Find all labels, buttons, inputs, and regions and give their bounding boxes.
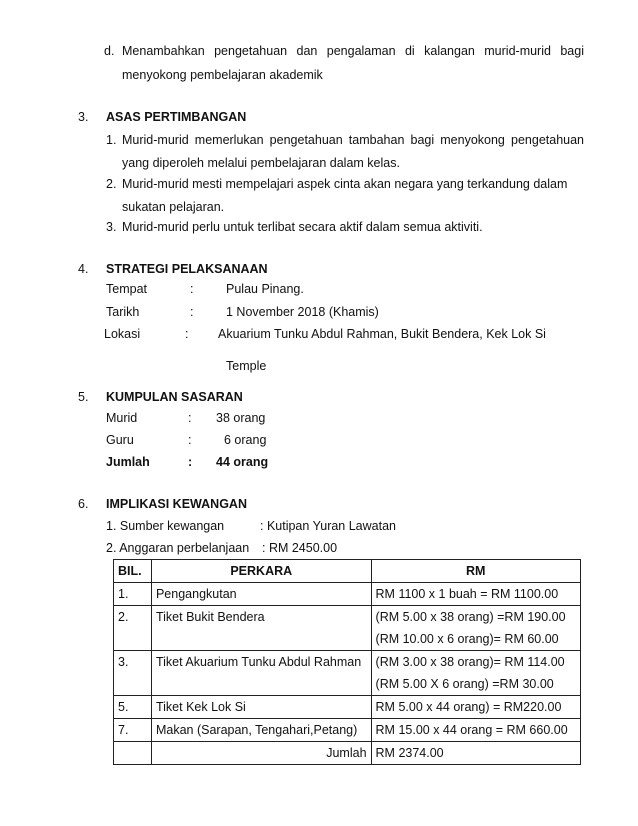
cell-rm-line: (RM 10.00 x 6 orang)= RM 60.00	[375, 632, 559, 646]
cell-rm-line: (RM 5.00 x 38 orang) =RM 190.00	[375, 610, 566, 624]
cell-empty	[114, 742, 152, 765]
section4-number: 4.	[78, 262, 89, 276]
budget-table	[113, 559, 581, 765]
cell-perkara: Makan (Sarapan, Tengahari,Petang)	[151, 719, 371, 742]
item-d-line1: Menambahkan pengetahuan dan pengalaman di kalangan murid-murid bagi	[122, 44, 584, 58]
cell-perkara: Pengangkutan	[151, 583, 371, 606]
s4-tarikh-value: 1 November 2018 (Khamis)	[226, 305, 379, 319]
table-row	[114, 606, 581, 651]
s3-item2-marker: 2.	[106, 177, 117, 191]
s5-jumlah-value: 44 orang	[216, 455, 269, 469]
table-row	[114, 719, 581, 742]
s6-budget-label: 2. Anggaran perbelanjaan	[106, 541, 250, 555]
table-row	[114, 651, 581, 696]
header-bil: BIL.	[114, 560, 152, 583]
s6-budget-value: : RM 2450.00	[262, 541, 338, 555]
s4-tempat-colon: :	[190, 282, 194, 296]
section6-number: 6.	[78, 497, 89, 511]
cell-perkara: Tiket Kek Lok Si	[151, 696, 371, 719]
s4-lokasi-label: Lokasi	[104, 327, 141, 341]
section5-title: KUMPULAN SASARAN	[106, 390, 243, 404]
cell-rm	[371, 651, 580, 696]
s4-lokasi-value: Akuarium Tunku Abdul Rahman, Bukit Bendera, Kek Lok Si	[218, 327, 546, 341]
cell-perkara: Tiket Bukit Bendera	[151, 606, 371, 651]
item-d-line2: menyokong pembelajaran akademik	[122, 68, 323, 82]
s6-source-label: 1. Sumber kewangan	[106, 519, 225, 533]
s3-item1-line2: yang diperoleh melalui pembelajaran dalam kelas.	[122, 156, 400, 170]
cell-bil: 5.	[114, 696, 152, 719]
item-d-marker: d.	[104, 44, 115, 58]
table-header-row	[114, 560, 581, 583]
cell-bil: 7.	[114, 719, 152, 742]
cell-rm-line: (RM 3.00 x 38 orang)= RM 114.00	[375, 655, 565, 669]
cell-rm: RM 5.00 x 44 orang) = RM220.00	[371, 696, 580, 719]
s3-item1-marker: 1.	[106, 133, 117, 147]
table-total-row	[114, 742, 581, 765]
s4-tempat-value: Pulau Pinang.	[226, 282, 304, 296]
s5-guru-colon: :	[188, 433, 192, 447]
s3-item2-line1: Murid-murid mesti mempelajari aspek cinta akan negara yang terkandung dalam	[122, 177, 568, 191]
s4-tempat-label: Tempat	[106, 282, 147, 296]
header-perkara: PERKARA	[151, 560, 371, 583]
section6-title: IMPLIKASI KEWANGAN	[106, 497, 247, 511]
cell-bil: 1.	[114, 583, 152, 606]
s5-guru-value: 6 orang	[224, 433, 267, 447]
s5-murid-label: Murid	[106, 411, 138, 425]
s5-murid-value: 38 orang	[216, 411, 266, 425]
section3-number: 3.	[78, 110, 89, 124]
s3-item3-line1: Murid-murid perlu untuk terlibat secara aktif dalam semua aktiviti.	[122, 220, 483, 234]
header-rm: RM	[371, 560, 580, 583]
s5-jumlah-colon: :	[188, 455, 193, 469]
s4-tarikh-colon: :	[190, 305, 194, 319]
table-row	[114, 583, 581, 606]
section4-title: STRATEGI PELAKSANAAN	[106, 262, 268, 276]
s4-tarikh-label: Tarikh	[106, 305, 140, 319]
s3-item1-line1: Murid-murid memerlukan pengetahuan tambahan bagi menyokong pengetahuan	[122, 133, 584, 147]
table-row	[114, 696, 581, 719]
section5-number: 5.	[78, 390, 89, 404]
cell-rm-line: (RM 5.00 X 6 orang) =RM 30.00	[375, 677, 554, 691]
s3-item3-marker: 3.	[106, 220, 117, 234]
s5-jumlah-label: Jumlah	[106, 455, 150, 469]
cell-bil: 2.	[114, 606, 152, 651]
s5-murid-colon: :	[188, 411, 192, 425]
s6-source-value: : Kutipan Yuran Lawatan	[260, 519, 396, 533]
s4-lokasi-value-cont: Temple	[226, 359, 267, 373]
total-value: RM 2374.00	[371, 742, 580, 765]
s5-guru-label: Guru	[106, 433, 134, 447]
s4-lokasi-colon: :	[185, 327, 189, 341]
cell-rm	[371, 606, 580, 651]
cell-perkara: Tiket Akuarium Tunku Abdul Rahman	[151, 651, 371, 696]
section3-title: ASAS PERTIMBANGAN	[106, 110, 247, 124]
cell-rm: RM 1100 x 1 buah = RM 1100.00	[371, 583, 580, 606]
total-label: Jumlah	[151, 742, 371, 765]
s3-item2-line2: sukatan pelajaran.	[122, 200, 225, 214]
cell-rm: RM 15.00 x 44 orang = RM 660.00	[371, 719, 580, 742]
cell-bil: 3.	[114, 651, 152, 696]
